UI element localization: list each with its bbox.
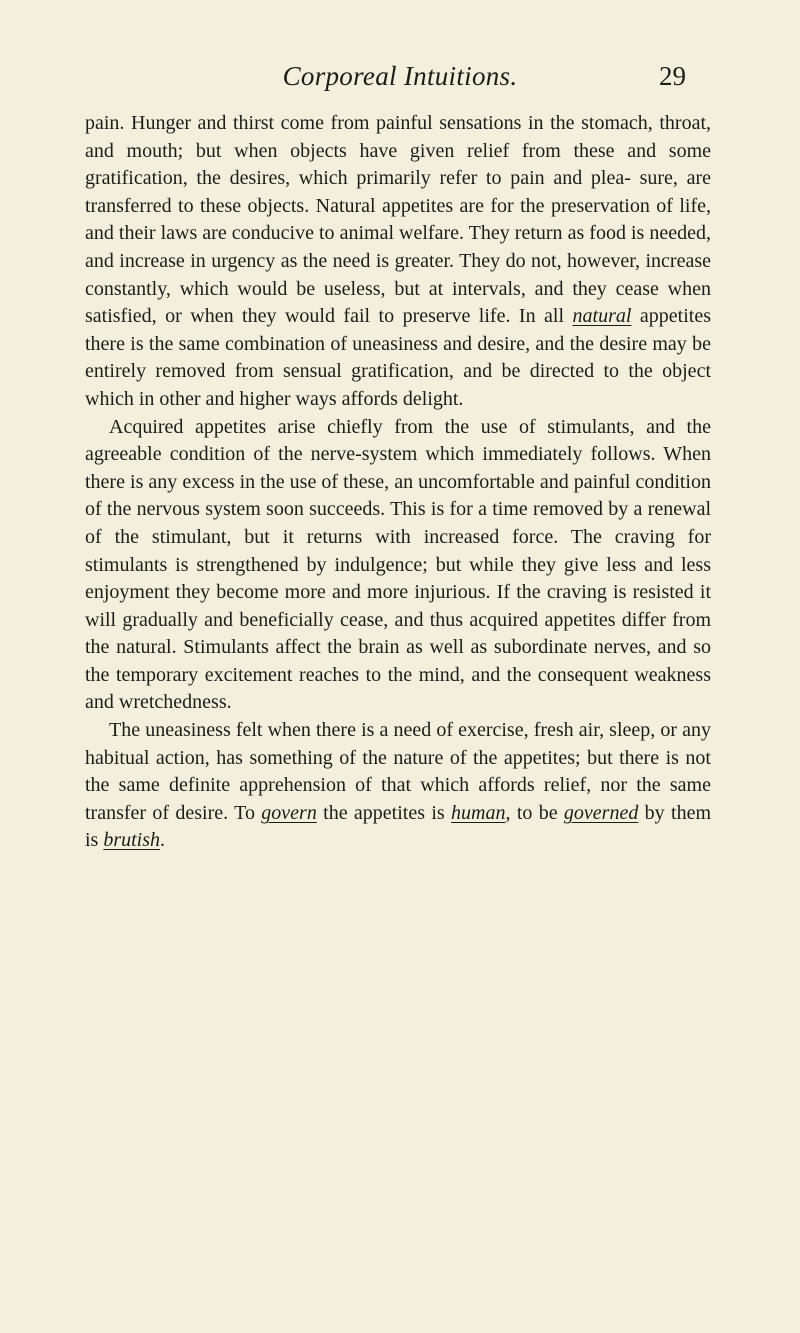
emphasis-human: human <box>451 801 506 824</box>
paragraph-1 <box>85 110 711 414</box>
emphasis-natural: natural <box>572 305 632 328</box>
paragraph-3-text-e: . <box>160 829 166 852</box>
emphasis-govern: govern <box>261 801 317 824</box>
paragraph-2: Acquired appetites arise chiefly from the use of stimulants, and the agreeable condition of the nerve-system which immediately follows. When there is any excess in the use of these, an uncomfortable and painful condition of the nervous system soon succeeds. This is for a time removed by a renewal of the stimulant, but it returns with increased force. The craving for stimulants is strengthened by indulgence; but while they give less and less enjoyment they become more and more injurious. If the craving is resisted it will gradually and beneficially cease, and thus acquired appetites differ from the natural. Stimulants affect the brain as well as subordinate nerves, and so the temporary excitement reaches to the mind, and the consequent weakness and wretchedness. <box>85 415 711 714</box>
page-number: 29 <box>659 61 686 91</box>
emphasis-brutish: brutish <box>103 829 161 852</box>
emphasis-governed: governed <box>563 801 639 824</box>
paragraph-1-text-a: pain. Hunger and thirst come from painful sensations in the stomach, throat, and mouth; but when objects have given relief from these and some gratification, the desires, which primarily refer to pain and plea- sure, are transferred to these objects. Natural appetites are for the preservation of life, and their laws are conducive to animal welfare. They return as food is needed, and increase in urgency as the need is greater. They do not, however, increase constantly, which would be useless, but at intervals, and they cease when satisfied, or when they would fail to preserve life. In all <box>85 112 711 328</box>
running-title: Corporeal Intuitions. <box>282 61 518 91</box>
paragraph-3-text-a: The uneasiness felt when there is a need of exercise, fresh air, sleep, or any habitual action, has something of the nature of the appetites; but there is not the same definite apprehension of that which affords relief, nor the same transfer of desire. To <box>85 719 711 824</box>
paragraph-3-text-b: the appetites is <box>316 801 452 824</box>
body-text <box>85 110 711 855</box>
running-head <box>0 58 800 94</box>
paragraph-3 <box>85 717 711 855</box>
paragraph-3-text-c: , to be <box>505 801 564 824</box>
paragraph-1-text-b: appetites there is the same combination of uneasiness and desire, and the desire may be entirely removed from sensual gratification, and be directed to the object which in other and higher ways affords delight. <box>85 305 711 410</box>
paragraph-3-text-d: by them is <box>85 801 711 852</box>
